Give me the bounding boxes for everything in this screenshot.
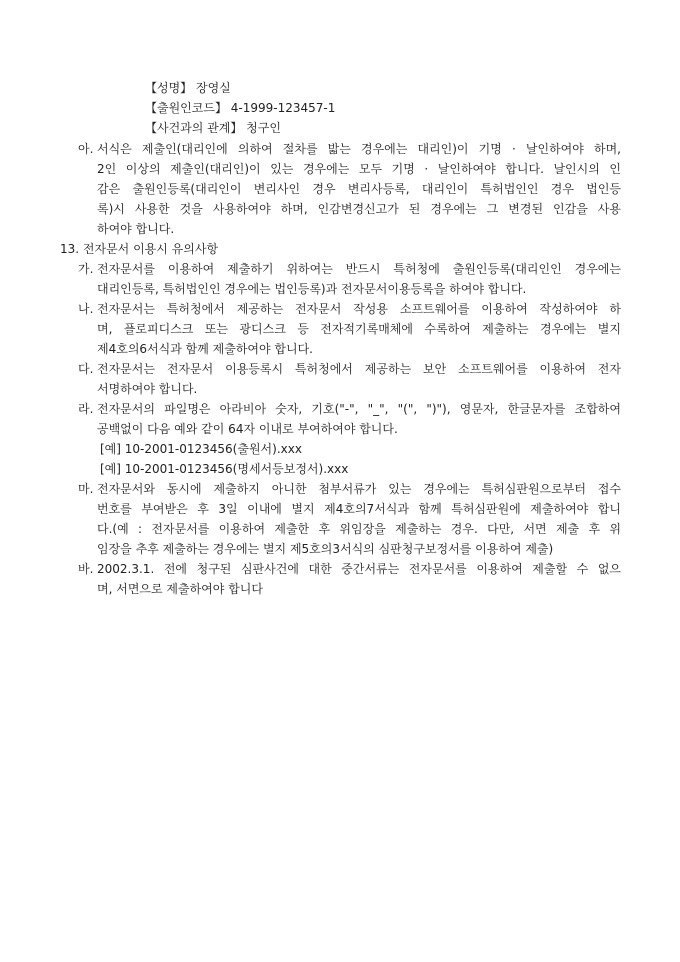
item-a-line: 록)시 사용한 것을 사용하여야 하며, 인감변경신고가 된 경우에는 그 변경된 인감을 사용 [97, 202, 621, 216]
item-a-line: 감은 출원인등록(대리인이 변리사인 경우 변리사등록, 대리인이 특허법인인 경우 법인등 [97, 182, 621, 196]
item-line: 며, 서면으로 제출하여야 합니다 [97, 582, 263, 596]
item-line: 며, 플로피디스크 또는 광디스크 등 전자적기록매체에 수록하여 제출하는 경우에는 별지 [97, 322, 621, 336]
item-line: 전자문서를 이용하여 제출하기 위하여는 반드시 특허청에 출원인등록(대리인인 경우에는 [97, 262, 621, 276]
item-line: 2002.3.1. 전에 청구된 심판사건에 대한 중간서류는 전자문서를 이용하여 제출할 수 없으 [97, 562, 621, 576]
item-marker: 나. [78, 302, 94, 316]
item-line: 서명하여야 합니다. [97, 382, 198, 396]
item-marker: 가. [78, 262, 94, 276]
item-marker: 다. [78, 362, 94, 376]
item-a-line: 서식은 제출인(대리인에 의하여 절차를 밟는 경우에는 대리인)이 기명 · 날인하여야 하며, [97, 142, 621, 156]
item-line: 전자문서의 파일명은 아라비아 숫자, 기호("-", "_", "(", ")"), 영문자, 한글문자를 조합하여 [97, 402, 621, 416]
applicant-name-line: 【성명】 장영실 [145, 81, 231, 95]
item-marker: 바. [78, 562, 94, 576]
item-line: 공백없이 다음 예와 같이 64자 이내로 부여하여야 합니다. [97, 422, 398, 436]
item-a-marker: 아. [78, 142, 94, 156]
section-13-heading: 13. 전자문서 이용시 유의사항 [60, 242, 219, 256]
item-line: 전자문서는 전자문서 이용등록시 특허청에서 제공하는 보안 소프트웨어를 이용하여 전자 [97, 362, 621, 376]
applicant-code-line: 【출원인코드】 4-1999-123457-1 [145, 101, 336, 115]
item-a-line: 하여야 합니다. [97, 222, 175, 236]
item-a-line: 2인 이상의 제출인(대리인)이 있는 경우에는 모두 기명 · 날인하여야 합니다. 날인시의 인 [97, 162, 621, 176]
item-marker: 마. [78, 482, 94, 496]
filename-example: [예] 10-2001-0123456(출원서).xxx [100, 442, 302, 456]
item-line: 제4호의6서식과 함께 제출하여야 합니다. [97, 342, 314, 356]
item-line: 대리인등록, 특허법인인 경우에는 법인등록)과 전자문서이용등록을 하여야 합니다. [97, 282, 527, 296]
item-line: 번호를 부여받은 후 3일 이내에 별지 제4호의7서식과 함께 특허심판원에 제출하여야 합니 [97, 502, 621, 516]
item-marker: 라. [78, 402, 94, 416]
item-line: 전자문서와 동시에 제출하지 아니한 첨부서류가 있는 경우에는 특허심판원으로부터 접수 [97, 482, 621, 496]
item-line: 다.(예 : 전자문서를 이용하여 제출한 후 위임장을 제출하는 경우. 다만, 서면 제출 후 위 [97, 522, 621, 536]
applicant-relation-line: 【사건과의 관계】 청구인 [145, 121, 281, 135]
item-line: 전자문서는 특허청에서 제공하는 전자문서 작성용 소프트웨어를 이용하여 작성하여야 하 [97, 302, 621, 316]
item-line: 임장을 추후 제출하는 경우에는 별지 제5호의3서식의 심판청구보정서를 이용하여 제출) [97, 542, 554, 556]
filename-example: [예] 10-2001-0123456(명세서등보정서).xxx [100, 462, 349, 476]
